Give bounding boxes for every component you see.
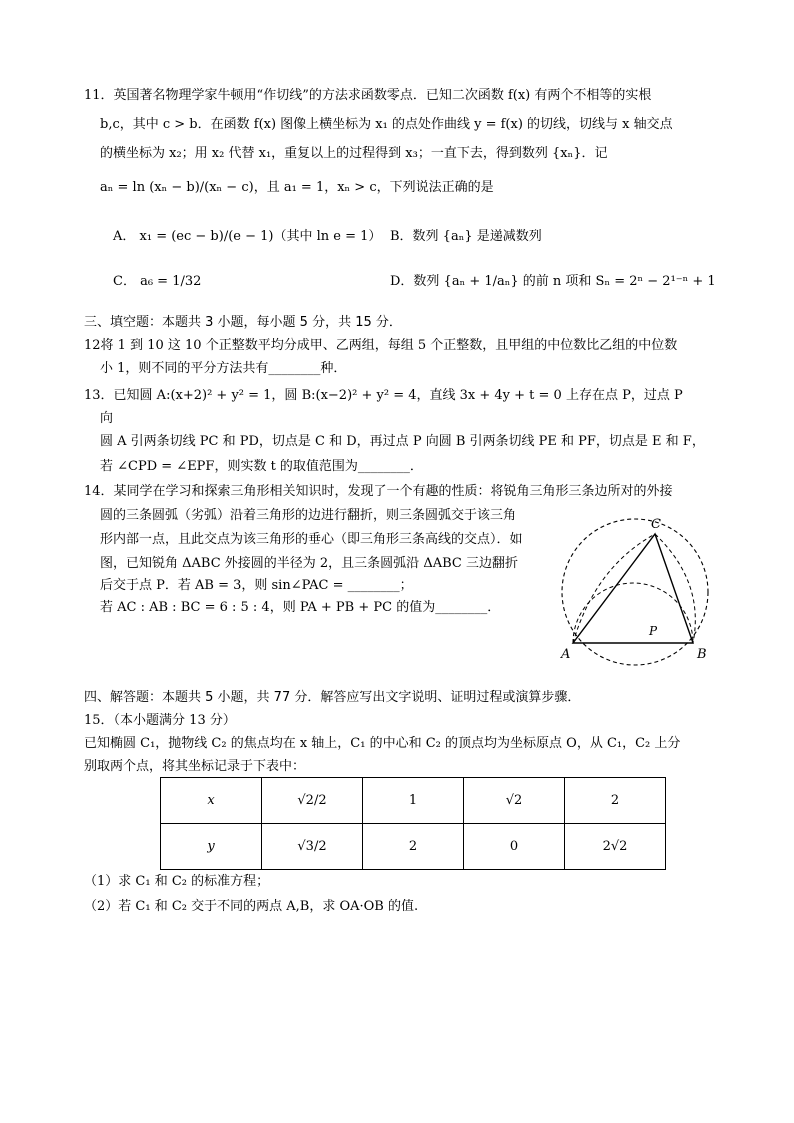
label-c: C bbox=[651, 517, 661, 532]
q15-part2: （2）若 C₁ 和 C₂ 交于不同的两点 A,B，求 OA·OB 的值. bbox=[84, 899, 419, 914]
table-cell: √2 bbox=[464, 778, 565, 824]
q15-part1: （1）求 C₁ 和 C₂ 的标准方程； bbox=[84, 874, 270, 889]
q13-line4: 若 ∠CPD = ∠EPF，则实数 t 的取值范围为________． bbox=[100, 459, 423, 474]
table-cell: 0 bbox=[464, 824, 565, 870]
q11-line3: 的横坐标为 x₂；用 x₂ 代替 x₁，重复以上的过程得到 x₃；一直下去，得到数列 {xₙ}．记 bbox=[100, 146, 608, 161]
q14-line3: 形内部一点，且此交点为该三角形的垂心（即三角形三条高线的交点）．如 bbox=[100, 532, 523, 547]
q14-line1: 14．某同学在学习和探索三角形相关知识时，发现了一个有趣的性质：将锐角三角形三条边所对的外接 bbox=[84, 484, 673, 499]
q13-line2: 向 bbox=[100, 411, 114, 426]
q15-line2: 别取两个点，将其坐标记录于下表中： bbox=[84, 759, 306, 774]
q12-line1: 12将 1 到 10 这 10 个正整数平均分成甲、乙两组，每组 5 个正整数，且甲组的中位数比乙组的中位数 bbox=[84, 338, 678, 353]
table-cell: y bbox=[161, 824, 262, 870]
q14-line2: 圆的三条圆弧（劣弧）沿着三角形的边进行翻折，则三条圆弧交于该三角 bbox=[100, 508, 517, 523]
q14-line6: 若 AC : AB : BC = 6 : 5 : 4，则 PA + PB + PC 的值为________． bbox=[100, 600, 501, 615]
triangle-abc bbox=[573, 534, 693, 643]
q12-line2: 小 1，则不同的平分方法共有________种． bbox=[100, 361, 347, 376]
q11-line1: 11．英国著名物理学家牛顿用“作切线”的方法求函数零点．已知二次函数 f(x) 有两个不相等的实根 bbox=[84, 88, 652, 103]
table-cell: √2/2 bbox=[262, 778, 363, 824]
q15-title: 15．（本小题满分 13 分） bbox=[84, 713, 236, 728]
q13-line3: 圆 A 引两条切线 PC 和 PD，切点是 C 和 D，再过点 P 向圆 B 引两条切线 PE 和 PF，切点是 E 和 F， bbox=[100, 434, 705, 449]
q14-line4: 图，已知锐角 ΔABC 外接圆的半径为 2，且三条圆弧沿 ΔABC 三边翻折 bbox=[100, 556, 518, 571]
q11-option-d: D．数列 {aₙ + 1/aₙ} 的前 n 项和 Sₙ = 2ⁿ − 2¹⁻ⁿ + 1 bbox=[390, 274, 716, 289]
table-cell: 2 bbox=[565, 778, 666, 824]
q11-option-b: B．数列 {aₙ} 是递减数列 bbox=[390, 229, 542, 244]
table-row-x bbox=[161, 778, 666, 824]
label-b: B bbox=[697, 647, 707, 662]
q14-line5: 后交于点 P．若 AB = 3，则 sin∠PAC = ________； bbox=[100, 578, 413, 593]
q11-line4: aₙ = ln (xₙ − b)/(xₙ − c)，且 a₁ = 1，xₙ > c，下列说法正确的是 bbox=[100, 180, 494, 195]
table-cell: 2√2 bbox=[565, 824, 666, 870]
label-a: A bbox=[561, 647, 571, 662]
table-cell: 2 bbox=[363, 824, 464, 870]
q14-triangle-figure bbox=[555, 512, 715, 672]
table-row-y bbox=[161, 824, 666, 870]
q13-line1: 13．已知圆 A:(x+2)² + y² = 1，圆 B:(x−2)² + y² = 4，直线 3x + 4y + t = 0 上存在点 P，过点 P bbox=[84, 388, 683, 403]
table-cell: x bbox=[161, 778, 262, 824]
table-cell: √3/2 bbox=[262, 824, 363, 870]
q15-line1: 已知椭圆 C₁，抛物线 C₂ 的焦点均在 x 轴上，C₁ 的中心和 C₂ 的顶点均为坐标原点 O，从 C₁，C₂ 上分 bbox=[84, 736, 681, 751]
q11-line2: b,c，其中 c > b．在函数 f(x) 图像上横坐标为 x₁ 的点处作曲线 y = f(x) 的切线，切线与 x 轴交点 bbox=[100, 117, 673, 132]
table-cell: 1 bbox=[363, 778, 464, 824]
coordinate-table bbox=[160, 777, 666, 870]
q11-option-c: C． a₆ = 1/32 bbox=[113, 274, 202, 289]
q11-option-a: A． x₁ = (ec − b)/(e − 1)（其中 ln e = 1） bbox=[113, 229, 382, 244]
section3-header: 三、填空题：本题共 3 小题，每小题 5 分，共 15 分． bbox=[84, 315, 402, 330]
section4-header: 四、解答题：本题共 5 小题，共 77 分．解答应写出文字说明、证明过程或演算步骤． bbox=[84, 690, 581, 705]
label-p: P bbox=[649, 624, 658, 638]
